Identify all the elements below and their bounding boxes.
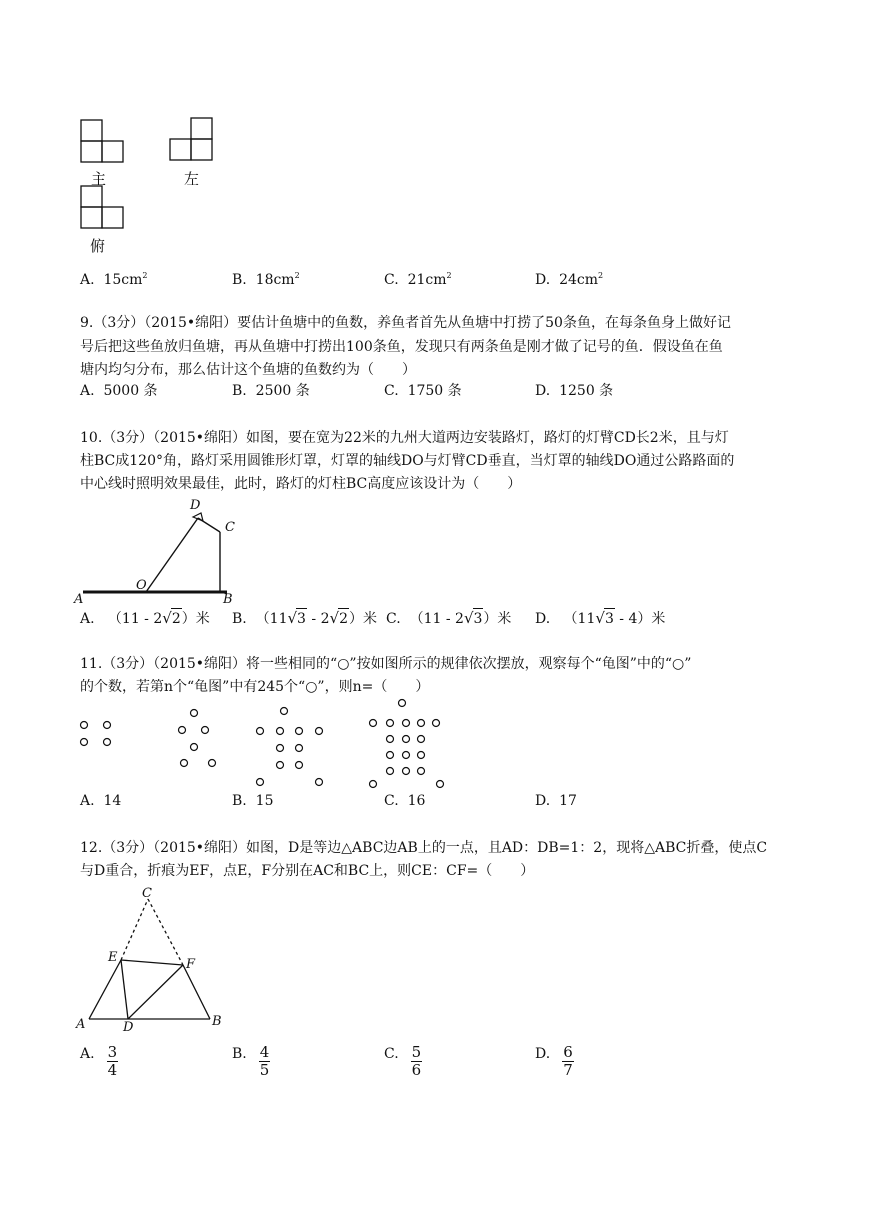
- q12-triangle-figure: [70, 885, 235, 1035]
- turtle-figure-2: [179, 710, 216, 767]
- left-view-shape: [170, 118, 212, 160]
- axis-do: [146, 518, 198, 592]
- front-view-label: 主: [91, 170, 107, 188]
- lamp-cover-shape: [193, 513, 203, 521]
- point-b-label: B: [223, 592, 233, 607]
- q10-option-a: A. （11 - 2√2）米: [80, 609, 210, 627]
- q8-option-c: C. $21cm^2$: [384, 271, 452, 288]
- q10-line-2: 柱BC成120°角，路灯采用圆锥形灯罩，灯罩的轴线DO与灯臂CD垂直，当灯罩的轴线DO通过公路路面的: [80, 453, 735, 469]
- point-o-label: O: [136, 578, 147, 593]
- segment-ae: [89, 960, 121, 1019]
- point-d-label: D: [123, 1020, 134, 1035]
- q9-option-d: D. 1250 条: [535, 383, 614, 399]
- q10-option-d: D. （11√3 - 4）米: [535, 609, 666, 627]
- q12-option-b: B. $\frac{4}{5}$: [232, 1043, 270, 1079]
- q9-line-1: 9.（3分）（2015•绵阳）要估计鱼塘中的鱼数，养鱼者首先从鱼塘中打捞了50条鱼，在每条鱼身上做好记: [80, 315, 731, 331]
- q12-option-c: C. $\frac{5}{6}$: [384, 1043, 422, 1079]
- dashed-cf: [148, 899, 183, 965]
- point-a-label: A: [76, 1017, 86, 1032]
- turtle-figure-1: [81, 722, 111, 746]
- q11-option-b: B. 15: [232, 793, 274, 809]
- point-b-label: B: [212, 1014, 222, 1029]
- q12-line-2: 与D重合，折痕为EF，点E，F分别在AC和BC上，则CE：CF=（ ）: [80, 863, 535, 879]
- fold-line-ef: [121, 960, 183, 965]
- q8-option-d: D. $24cm^2$: [535, 271, 604, 288]
- q12-option-a: A. $\frac{3}{4}$: [80, 1043, 118, 1079]
- top-view-label: 俯: [90, 237, 106, 255]
- point-e-label: E: [108, 950, 118, 965]
- front-view-shape: [81, 120, 123, 162]
- q12-option-d: D. $\frac{6}{7}$: [535, 1043, 573, 1079]
- q11-line-1: 11.（3分）（2015•绵阳）将一些相同的“○”按如图所示的规律依次摆放，观察每个“龟图”中的“○”: [80, 656, 692, 672]
- q8-option-a: A. $15cm^2$: [80, 271, 148, 288]
- q10-line-1: 10.（3分）（2015•绵阳）如图，要在宽为22米的九州大道两边安装路灯，路灯的灯臂CD长2米，且与灯: [80, 430, 729, 446]
- top-view-shape: [81, 186, 123, 228]
- segment-fb: [183, 965, 210, 1019]
- point-d-label: D: [190, 498, 201, 513]
- q11-option-c: C. 16: [384, 793, 426, 809]
- q8-option-b: B. $18cm^2$: [232, 271, 300, 288]
- q11-turtle-figures: [70, 695, 460, 795]
- q10-option-c: C. （11 - 2√3）米: [386, 609, 512, 627]
- q10-line-3: 中心线时照明效果最佳，此时，路灯的灯柱BC高度应该设计为（ ）: [80, 476, 522, 492]
- segment-ed: [121, 960, 128, 1019]
- q11-line-2: 的个数，若第n个“龟图”中有245个“○”，则n=（ ）: [80, 679, 430, 695]
- segment-fd: [128, 965, 183, 1019]
- left-view-label: 左: [184, 170, 200, 188]
- q10-streetlight-figure: [72, 493, 252, 608]
- q11-option-a: A. 14: [80, 793, 122, 809]
- q9-option-a: A. 5000 条: [80, 383, 158, 399]
- q9-line-2: 号后把这些鱼放归鱼塘，再从鱼塘中打捞出100条鱼，发现只有两条鱼是刚才做了记号的鱼．假设鱼在鱼: [80, 339, 723, 355]
- point-c-label: C: [225, 520, 235, 535]
- turtle-figure-3: [257, 708, 323, 786]
- dashed-ec: [121, 899, 148, 960]
- q9-option-b: B. 2500 条: [232, 383, 310, 399]
- point-f-label: F: [186, 957, 196, 972]
- point-a-label: A: [74, 592, 84, 607]
- q11-option-d: D. 17: [535, 793, 577, 809]
- q9-option-c: C. 1750 条: [384, 383, 462, 399]
- point-c-label: C: [142, 886, 152, 901]
- turtle-figure-4: [370, 700, 444, 788]
- q9-line-3: 塘内均匀分布，那么估计这个鱼塘的鱼数约为（ ）: [80, 362, 416, 378]
- q12-line-1: 12.（3分）（2015•绵阳）如图，D是等边△ABC边AB上的一点，且AD：DB=1：2，现将△ABC折叠，使点C: [80, 840, 768, 856]
- q10-option-b: B. （11√3 - 2√2）米: [232, 609, 377, 627]
